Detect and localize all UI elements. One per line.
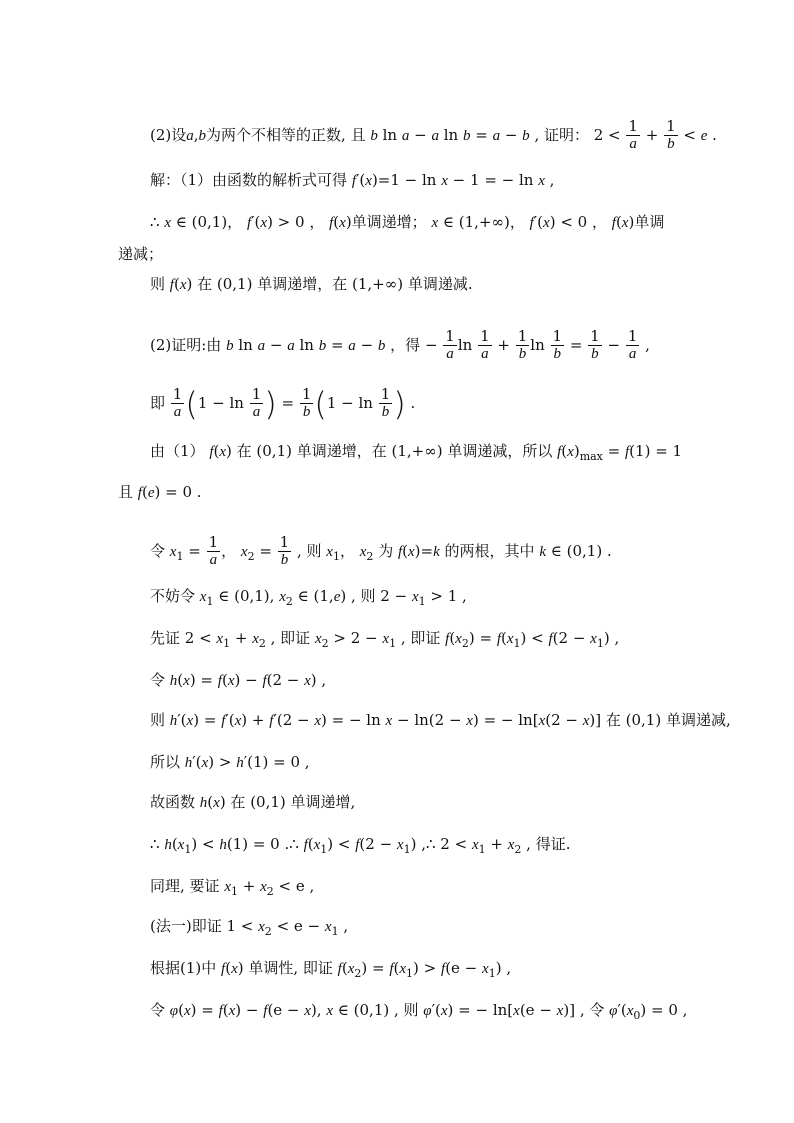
line-text: 则 h′(x) = f′(x) + f′(2 − x) = − ln x − ln(2 − x) = − ln[x(2 − x)] 在 (0,1) 单调递减, <box>150 711 731 729</box>
line-text: 递减； <box>118 245 164 263</box>
line-text: (2)设a,b为两个不相等的正数, 且 b ln a − a ln b = a − b , 证明： 2 < $\frac{1}{a}$ + $\frac{1}{b}$ < e . <box>150 117 717 152</box>
text-line <box>150 628 619 654</box>
text-line <box>150 792 355 813</box>
text-line <box>150 916 348 942</box>
line-text: ∴ $h(x_1) < h(1) = 0$ .∴ $f(x_1) < f(2 - x_1)$ ,∴ $2 < x_1 + x_2$ , 得证. <box>150 835 571 856</box>
line-text: 故函数 h(x) 在 (0,1) 单调递增, <box>150 793 356 811</box>
line-text: 且 f(e) = 0 . <box>118 483 202 501</box>
line-text: 令 φ(x) = f(x) − f(e − x), x ∈ (0,1) , 则 φ′(x) = − ln[x(e − x)] , 令 $\varphi'(x_0) = 0$ , <box>150 1001 688 1022</box>
text-line <box>150 834 570 860</box>
text-line <box>150 534 612 569</box>
line-text: 根据(1)中 f(x) 单调性, 即证 $f(x_2) = f(x_1) > f(e - x_1)$ , <box>150 959 512 980</box>
text-line <box>150 328 650 363</box>
text-line <box>150 170 554 191</box>
line-text: (法一)即证 $1 < x_2 < e - x_1$ , <box>150 917 349 938</box>
line-text: 即 $\frac{1}{a}$ (1 − ln $\frac{1}{a}$ ) = $\frac{1}{b}$ (1 − ln $\frac{1}{b}$ ) . <box>150 384 416 423</box>
line-text: ∴ x ∈ (0,1)， f′(x) > 0 ， f(x)单调递增； x ∈ (1,+∞)， f′(x) < 0 ， f(x)单调 <box>150 213 665 231</box>
text-line <box>118 244 163 264</box>
line-text: 先证 $2 < x_1 + x_2$ , 即证 $x_2 > 2 - x_1$ , 即证 $f(x_2) = f(x_1) < f(2 - x_1)$ , <box>150 629 620 650</box>
line-text: 令 $x_1$ = $\frac{1}{a}$ ， $x_2$ = $\frac{1}{b}$ , 则 $x_1$， $x_2$ 为 f(x)=k 的两根，其中 k ∈ (0,1) . <box>150 533 612 568</box>
text-line <box>150 386 415 421</box>
text-line <box>150 958 511 984</box>
line-text: (2)证明:由 b ln a − a ln b = a − b ，得 − $\frac{1}{a}$ ln $\frac{1}{a}$ + $\frac{1}{b}$ ln $\frac{1}{b}$ = $\frac{1}{b}$ − $\frac{1}{a}$ , <box>150 327 650 362</box>
line-text: 则 f(x) 在 (0,1) 单调递增，在 (1,+∞) 单调递减. <box>150 275 473 293</box>
text-line <box>150 118 717 153</box>
text-line <box>150 670 326 691</box>
text-line <box>150 876 314 902</box>
text-line <box>150 274 473 295</box>
line-text: 由（1） f(x) 在 (0,1) 单调递增，在 (1,+∞) 单调递减，所以 $f(x)_{max} = f(1) = 1$ <box>150 442 683 463</box>
line-text: 同理, 要证 $x_1 + x_2 < e$ , <box>150 877 315 898</box>
text-line <box>118 482 202 503</box>
text-line <box>150 710 731 731</box>
text-line <box>150 441 682 467</box>
text-line <box>150 1000 687 1026</box>
text-line <box>150 752 310 773</box>
line-text: 令 h(x) = f(x) − f(2 − x) , <box>150 671 327 689</box>
line-text: 所以 h′(x) > h′(1) = 0 , <box>150 753 310 771</box>
line-text: 解：（1）由函数的解析式可得 f′(x)=1 − ln x − 1 = − ln x , <box>150 171 555 189</box>
line-text: 不妨令 $x_1$ ∈ (0,1), $x_2$ ∈ (1,e) , 则 $2 - x_1 > 1$ , <box>150 587 467 608</box>
text-line <box>150 212 664 233</box>
text-line <box>150 586 467 612</box>
